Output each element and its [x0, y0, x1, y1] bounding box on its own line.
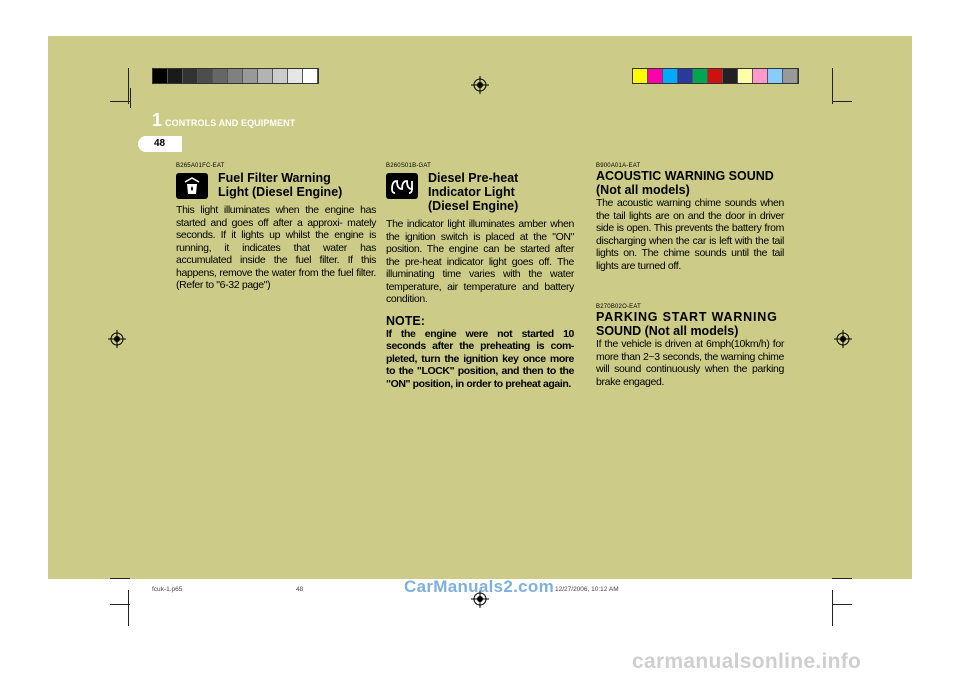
crop-mark	[832, 578, 852, 579]
crop-mark	[130, 88, 131, 108]
section-heading: Light (Diesel Engine)	[218, 185, 343, 199]
crop-mark	[110, 101, 130, 102]
color-swatch	[258, 69, 273, 83]
section-heading: (Diesel Engine)	[428, 199, 519, 213]
section-body: This light illuminates when the engine has started and goes off after a approxi- mately seconds. If it lights up whilst the engine is running, it indicates that water has accumulated inside the fuel filter. If this happens, remove the water from the fuel filter. (Refer to "6-32 page")	[176, 204, 376, 291]
page-number: 48	[154, 138, 166, 149]
crop-mark	[110, 578, 130, 579]
chapter-number: 1	[152, 110, 163, 130]
chapter-header	[152, 110, 295, 131]
crop-mark	[128, 590, 129, 626]
color-swatch	[708, 69, 723, 83]
color-swatch	[663, 69, 678, 83]
section-body: The acoustic warning chime sounds when the tail lights are on and the door in driver side is open. This prevents the battery from discharging when the car is left with the tail lights on. The chime sounds until the tail lights are turned off.	[596, 197, 784, 272]
registration-mark-icon	[471, 76, 489, 94]
watermark-carmanualsonline[interactable]: carmanualsonline.info	[632, 650, 862, 673]
page-number-tab	[138, 136, 182, 152]
color-swatch	[183, 69, 198, 83]
color-swatch	[288, 69, 303, 83]
chapter-title: CONTROLS AND EQUIPMENT	[165, 118, 296, 128]
section-heading: SOUND (Not all models)	[596, 324, 739, 338]
section-code: B265A01FC-EAT	[176, 163, 225, 169]
section-heading: PARKING START WARNING	[596, 310, 778, 324]
section-heading: ACOUSTIC WARNING SOUND	[596, 169, 774, 183]
section-heading: Diesel Pre-heat	[428, 171, 519, 185]
color-swatch	[273, 69, 288, 83]
crop-mark	[832, 101, 852, 102]
crop-mark	[832, 68, 833, 104]
color-swatch	[768, 69, 783, 83]
crop-mark	[832, 604, 852, 605]
registration-mark-icon	[834, 330, 852, 348]
watermark-carmanuals2[interactable]: CarManuals2.com	[404, 577, 554, 596]
color-swatch	[168, 69, 183, 83]
section-fuel-filter	[176, 163, 376, 292]
note-title: NOTE:	[386, 313, 425, 328]
color-swatch	[228, 69, 243, 83]
footer-date: 12/27/2006, 10:12 AM	[555, 586, 619, 593]
color-swatch	[648, 69, 663, 83]
crop-mark	[128, 68, 129, 104]
color-swatch	[723, 69, 738, 83]
note-body: If the engine were not started 10 seconds after the preheating is com- pleted, turn the ignition key once more to the "LOCK" position, and then to the "ON" position, in order to preheat again.	[386, 327, 574, 390]
section-acoustic-warning	[596, 163, 784, 388]
crop-mark	[832, 590, 833, 626]
color-swatch	[753, 69, 768, 83]
section-body: If the vehicle is driven at 6mph(10km/h) for more than 2~3 seconds, the warning chime will sound continuously when the parking brake engaged.	[596, 338, 784, 388]
color-swatch	[243, 69, 258, 83]
color-swatch	[738, 69, 753, 83]
glow-plug-icon	[386, 173, 418, 199]
registration-mark-icon	[108, 330, 126, 348]
color-swatch	[678, 69, 693, 83]
color-swatch	[198, 69, 213, 83]
section-body: The indicator light illuminates amber when the ignition switch is placed at the "ON" position. The engine can be started after the pre-heat indicator light goes off. The illuminating time varies with the water temperature, air temperature and battery condition.	[386, 218, 574, 305]
process-color-bar	[632, 68, 799, 84]
color-swatch	[213, 69, 228, 83]
footer-page: 48	[296, 586, 304, 593]
section-heading: Fuel Filter Warning	[218, 171, 331, 185]
section-code: B270B02O-EAT	[596, 304, 641, 310]
color-swatch	[633, 69, 648, 83]
section-diesel-preheat	[386, 163, 574, 390]
color-swatch	[153, 69, 168, 83]
footer-file: fcuk-1.p65	[152, 586, 183, 593]
color-swatch	[303, 69, 318, 83]
gray-color-bar	[152, 68, 319, 84]
section-code: B900A01A-EAT	[596, 163, 641, 169]
section-code: B260S01B-GAT	[386, 163, 431, 169]
color-swatch	[693, 69, 708, 83]
crop-mark	[110, 604, 130, 605]
section-heading: Indicator Light	[428, 185, 515, 199]
section-heading: (Not all models)	[596, 183, 690, 197]
fuel-filter-warning-icon	[176, 173, 208, 199]
color-swatch	[783, 69, 798, 83]
